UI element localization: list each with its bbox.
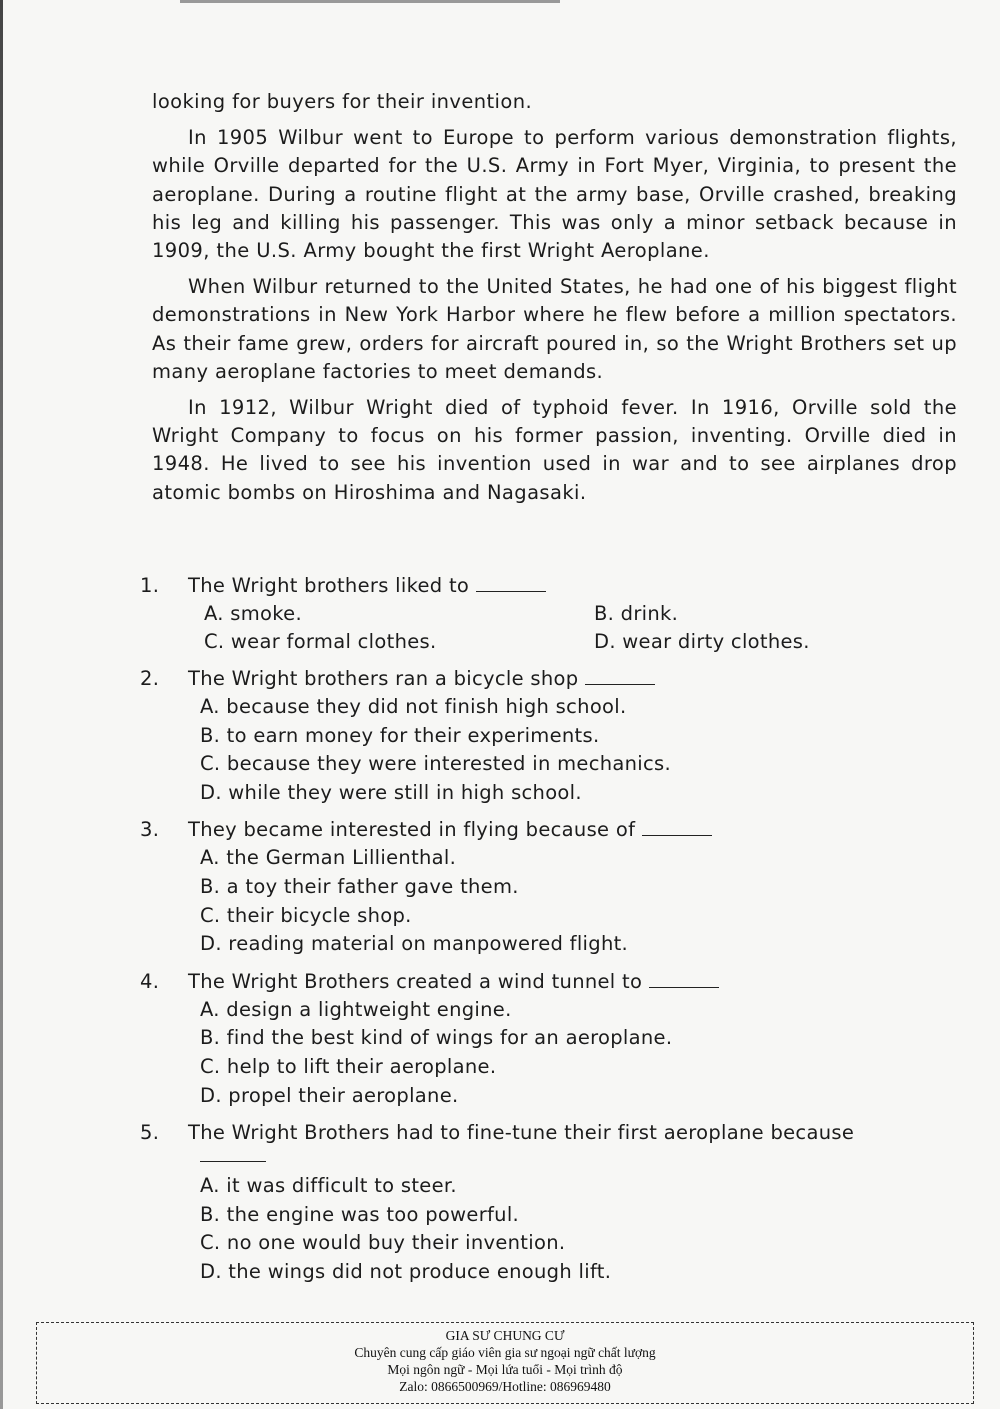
question-text: The Wright Brothers had to fine-tune their first aeroplane because <box>188 1121 855 1145</box>
question-number: 3. <box>140 818 160 842</box>
option-b: B. drink. <box>594 602 679 625</box>
option-d: D. wear dirty clothes. <box>594 630 810 653</box>
question-3 <box>140 816 970 958</box>
question-text: The Wright brothers liked to <box>188 574 470 597</box>
question-1 <box>140 572 970 656</box>
question-stem <box>140 816 970 844</box>
option-c: C. no one would buy their invention. <box>200 1231 566 1255</box>
question-stem <box>140 1119 970 1147</box>
option-d: D. propel their aeroplane. <box>200 1083 459 1107</box>
question-stem <box>140 665 970 693</box>
question-2 <box>140 665 970 807</box>
option-b: B. the engine was too powerful. <box>200 1202 520 1226</box>
question-list <box>140 572 970 1296</box>
passage-paragraph: In 1905 Wilbur went to Europe to perform various demonstration flights, while Orville departed for the U.S. Army in Fort Myer, Virginia, to present the aeroplane. During a routine flight at the army base, Orville crashed, breaking his leg and killing his passenger. This was only a minor setback because in 1909, the U.S. Army bought the first Wright Aeroplane. <box>152 126 957 263</box>
option-d: D. while they were still in high school. <box>200 780 582 804</box>
question-number: 1. <box>140 574 160 597</box>
reading-passage <box>152 88 957 515</box>
answer-blank <box>476 575 546 592</box>
option-a: A. because they did not finish high school. <box>200 695 627 718</box>
answer-blank <box>585 668 655 685</box>
question-text: The Wright Brothers created a wind tunnel to <box>188 969 643 993</box>
option-d: D. reading material on manpowered flight. <box>200 932 629 956</box>
question-number: 2. <box>140 667 160 690</box>
question-5 <box>140 1119 970 1286</box>
question-stem <box>140 968 970 996</box>
option-grid <box>204 600 970 656</box>
option-b: B. a toy their father gave them. <box>200 874 519 898</box>
question-number: 5. <box>140 1121 160 1145</box>
option-b: B. to earn money for their experiments. <box>200 723 600 747</box>
footer-title: GIA SƯ CHUNG CƯ <box>445 1328 565 1343</box>
question-stem <box>140 572 970 600</box>
question-4 <box>140 968 970 1110</box>
footer-banner <box>36 1322 974 1404</box>
option-d: D. the wings did not produce enough lift. <box>200 1259 612 1283</box>
option-c: C. wear formal clothes. <box>204 630 437 653</box>
footer-subtitle: Mọi ngôn ngữ - Mọi lứa tuổi - Mọi trình độ <box>387 1362 623 1377</box>
option-a: A. the German Lillienthal. <box>200 846 457 870</box>
option-b: B. find the best kind of wings for an aeroplane. <box>200 1026 673 1050</box>
option-a: A. design a lightweight engine. <box>200 997 512 1021</box>
question-text: The Wright brothers ran a bicycle shop <box>188 667 579 690</box>
option-c: C. their bicycle shop. <box>200 903 412 927</box>
scan-edge <box>0 0 3 1409</box>
answer-blank <box>649 971 719 988</box>
option-a: A. it was difficult to steer. <box>200 1174 457 1198</box>
option-c: C. help to lift their aeroplane. <box>200 1054 497 1078</box>
footer-tagline: Chuyên cung cấp giáo viên gia sư ngoại ngữ chất lượng <box>354 1345 656 1360</box>
question-text: They became interested in flying because of <box>188 818 636 842</box>
passage-paragraph: In 1912, Wilbur Wright died of typhoid fever. In 1916, Orville sold the Wright Company to focus on his former passion, inventing. Orville died in 1948. He lived to see his invention used in war and to see airplanes drop atomic bombs on Hiroshima and Nagasaki. <box>152 396 957 504</box>
answer-blank <box>642 819 712 836</box>
question-number: 4. <box>140 969 160 993</box>
scan-artifact <box>180 0 560 3</box>
footer-contact: Zalo: 0866500969/Hotline: 086969480 <box>399 1379 611 1394</box>
option-c: C. because they were interested in mechanics. <box>200 752 671 776</box>
passage-paragraph: When Wilbur returned to the United States, he had one of his biggest flight demonstrations in New York Harbor where he flew before a million spectators. As their fame grew, orders for aircraft poured in, so the Wright Brothers set up many aeroplane factories to meet demands. <box>152 275 957 383</box>
passage-paragraph: looking for buyers for their invention. <box>152 90 533 113</box>
answer-blank <box>200 1147 266 1162</box>
option-a: A. smoke. <box>204 602 302 625</box>
